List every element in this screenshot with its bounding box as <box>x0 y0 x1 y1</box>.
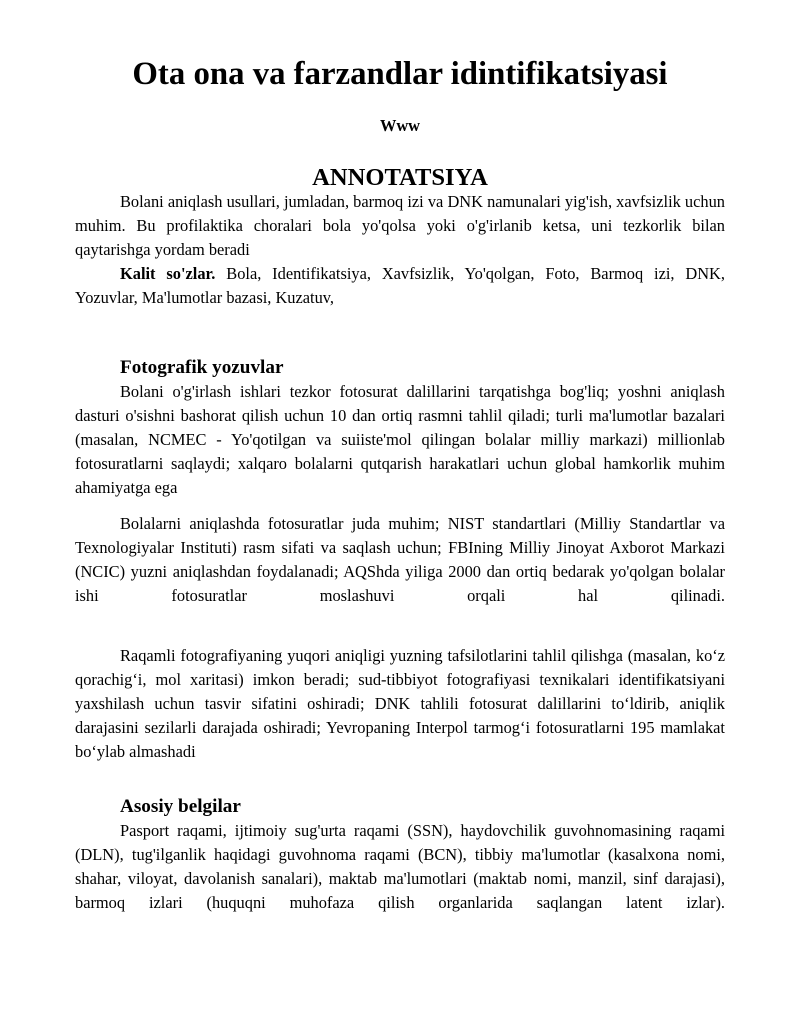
section-heading-photo: Fotografik yozuvlar <box>120 357 284 378</box>
marks-paragraph-1: Pasport raqami, ijtimoiy sug'urta raqami (SSN), haydovchilik guvohnomasining raqami (DLN), tug'ilganlik haqidagi guvohnoma raqami (BCN), tibbiy ma'lumotlar (kasalxona nomi, shahar, viloyat, davolanish sanalari), maktab ma'lumotlari (maktab nomi, manzil, sinf darajasi), barmoq izlari (huquqni muhofaza qilish organlarida saqlangan latent izlar). <box>75 821 725 912</box>
keywords-paragraph <box>75 262 725 310</box>
abstract-paragraph: Bolani aniqlash usullari, jumladan, barmoq izi va DNK namunalari yig'ish, xavfsizlik uchun muhim. Bu profilaktika choralari bola yo'qolsa yoki o'g'irlanib ketsa, uni tezkorlik bilan qaytarishga yordam beradi <box>75 192 725 259</box>
spacer <box>75 500 725 512</box>
document-title: Ota ona va farzandlar idintifikatsiyasi <box>132 56 668 92</box>
keywords-label: Kalit so'zlar. <box>120 264 216 283</box>
photo-paragraph-3: Raqamli fotografiyaning yuqori aniqligi yuzning tafsilotlarini tahlil qilishga (masalan, ko‘z qorachig‘i, mol xaritasi) imkon beradi; sud-tibbiyot fotografiyasi texnikalari identifikatsiyani yaxshilash uchun tasvir sifatini oshiradi; DNK tahlili fotosurat dalillarini to‘ldirib, aniqlik darajasini sezilarli darajada oshiradi; Yevropaning Interpol tarmog‘i fotosuratlarni 195 mamlakat bo‘ylab almashadi <box>75 646 725 761</box>
photo-paragraph-1: Bolani o'g'irlash ishlari tezkor fotosurat dalillarini tarqatishga bog'liq; yoshni aniqlash dasturi o'sishni bashorat qilish uchun 10 dan ortiq rasmni tahlil qiladi; turli ma'lumotlar bazalari (masalan, NCMEC - Yo'qotilgan va suiiste'mol qilingan bolalar milliy markazi) millionlab fotosuratlarni saqlaydi; xalqaro bolalarni qutqarish harakatlari uchun global hamkorlik muhim ahamiyatga ega <box>75 382 725 497</box>
author-line: Www <box>379 116 421 135</box>
photo-paragraph-2: Bolalarni aniqlashda fotosuratlar juda muhim; NIST standartlari (Milliy Standartlar va Texnologiyalar Instituti) rasm sifati va saqlash uchun; FBIning Milliy Jinoyat Axborot Markazi (NCIC) yuzni aniqlashdan foydalanadi; AQShda yiliga 2000 dan ortiq bedarak yo'qolgan bolalar ishi fotosuratlar moslashuvi orqali hal qilinadi. <box>75 514 725 605</box>
document-page <box>75 56 725 915</box>
spacer <box>75 310 725 356</box>
keywords-list: Bola, Identifikatsiya, Xavfsizlik, Yo'qolgan, Foto, Barmoq izi, DNK, Yozuvlar, Ma'lumotlar bazasi, Kuzatuv, <box>75 264 725 307</box>
section-heading-marks: Asosiy belgilar <box>120 796 241 817</box>
abstract-heading: ANNOTATSIYA <box>312 164 488 191</box>
spacer <box>75 608 725 644</box>
spacer <box>75 764 725 795</box>
